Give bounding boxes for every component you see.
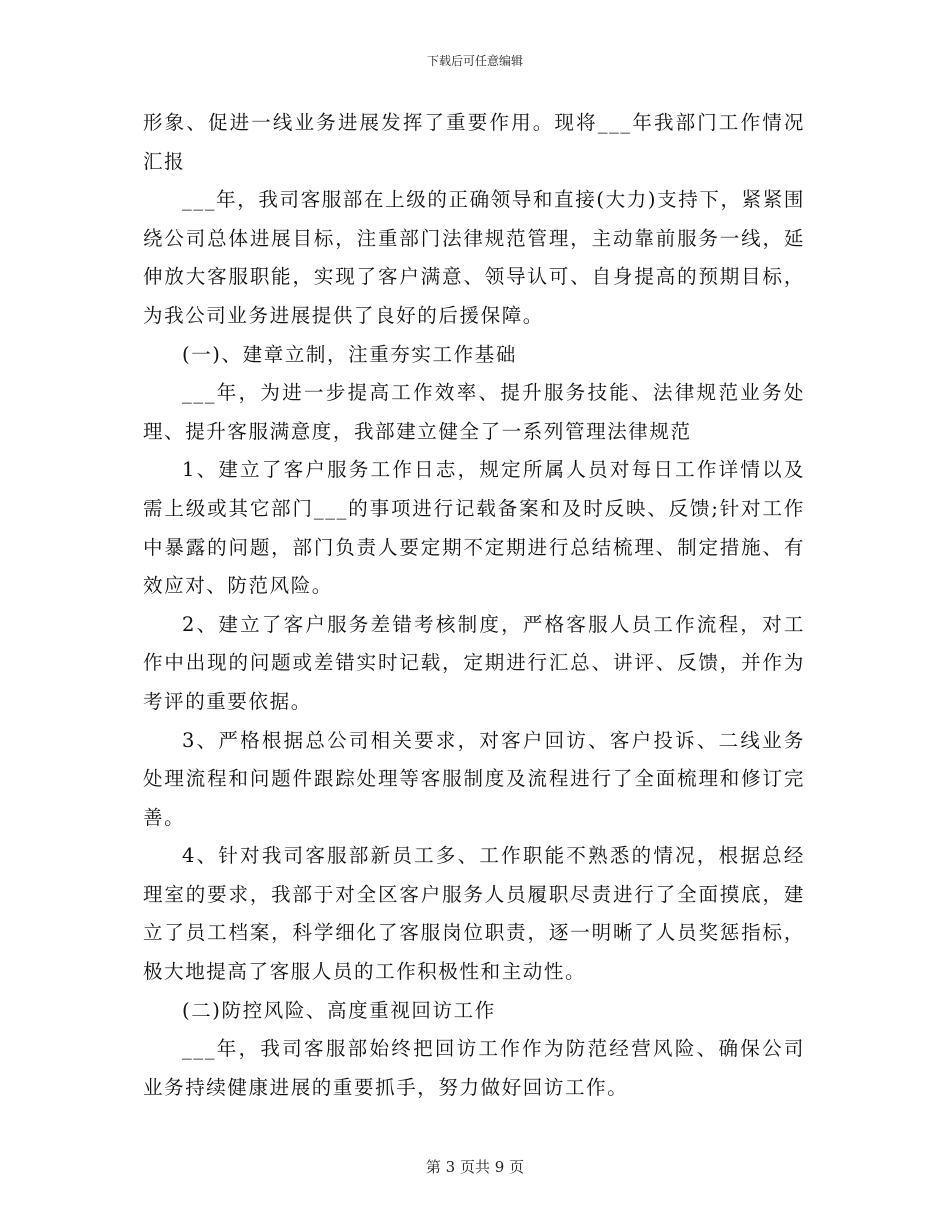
section-heading-1: (一)、建章立制，注重夯实工作基础: [182, 342, 517, 366]
page-number-footer: 第 3 页共 9 页: [425, 1158, 525, 1176]
paragraph-4: ___年，我司客服部始终把回访工作作为防范经营风险、确保公司业务持续健康进展的重要抓手，努力做好回访工作。: [143, 1037, 805, 1099]
paragraph-3: ___年，为进一步提高工作效率、提升服务技能、法律规范业务处理、提升客服满意度，我部建立健全了一系列管理法律规范: [143, 381, 805, 443]
paragraph-2: ___年，我司客服部在上级的正确领导和直接(大力)支持下，紧紧围绕公司总体进展目标，注重部门法律规范管理，主动靠前服务一线，延伸放大客服职能，实现了客户满意、领导认可、自身提高的预期目标，为我公司业务进展提供了良好的后援保障。: [143, 188, 805, 327]
paragraph-1: 形象、促进一线业务进展发挥了重要作用。现将___年我部门工作情况汇报: [143, 111, 805, 173]
page-header: 下载后可任意编辑: [426, 54, 523, 68]
list-item-1: 1、建立了客户服务工作日志，规定所属人员对每日工作详情以及需上级或其它部门___的事项进行记载备案和及时反映、反馈;针对工作中暴露的问题，部门负责人要定期不定期进行总结梳理、制定措施、有效应对、防范风险。: [143, 458, 805, 598]
list-item-3: 3、严格根据总公司相关要求，对客户回访、客户投诉、二线业务处理流程和问题件跟踪处理等客服制度及流程进行了全面梳理和修订完善。: [143, 728, 805, 829]
section-heading-2: (二)防控风险、高度重视回访工作: [182, 998, 496, 1022]
list-item-2: 2、建立了客户服务差错考核制度，严格客服人员工作流程，对工作中出现的问题或差错实时记载，定期进行汇总、讲评、反馈，并作为考评的重要依据。: [143, 612, 805, 713]
list-item-4: 4、针对我司客服部新员工多、工作职能不熟悉的情况，根据总经理室的要求，我部于对全区客户服务人员履职尽责进行了全面摸底，建立了员工档案，科学细化了客服岗位职责，逐一明晰了人员奖惩指标，极大地提高了客服人员的工作积极性和主动性。: [143, 844, 805, 984]
document-body: [143, 104, 805, 1107]
